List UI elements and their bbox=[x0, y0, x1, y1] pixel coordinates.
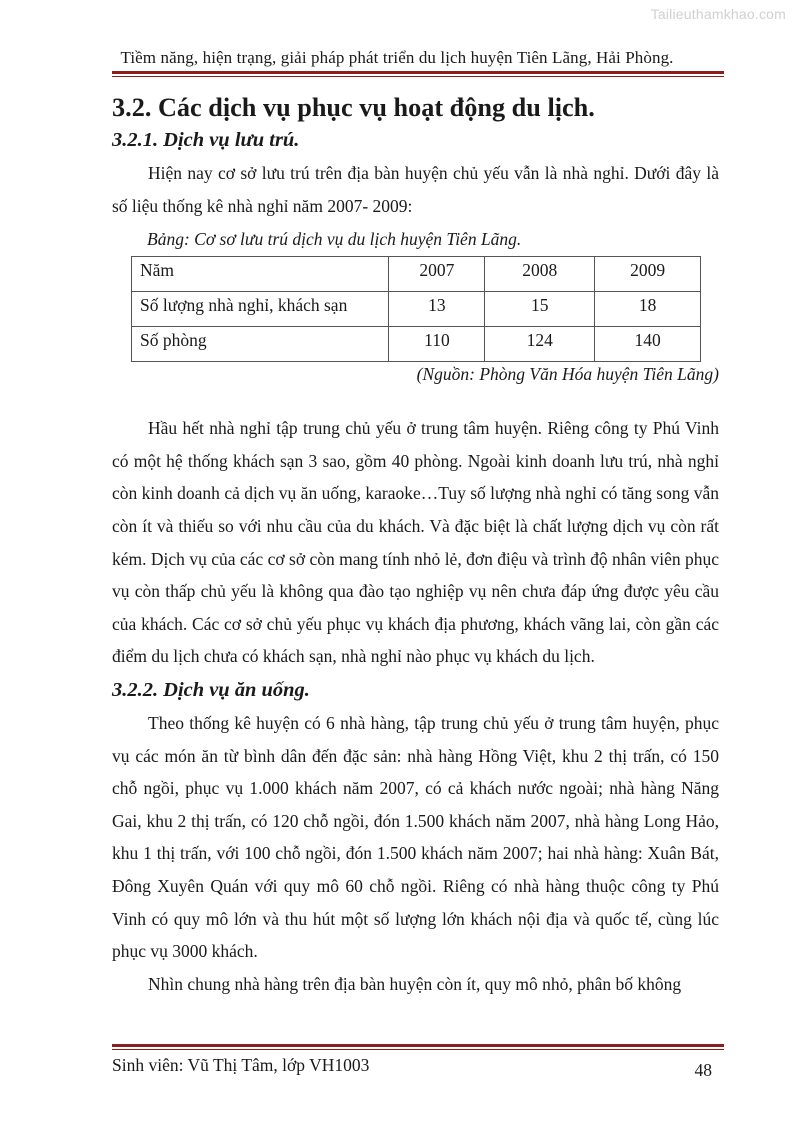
accommodation-body: Hầu hết nhà nghỉ tập trung chủ yếu ở trung tâm huyện. Riêng công ty Phú Vinh có một hệ thống khách sạn 3 sao, gồm 40 phòng. Ngoài kinh doanh lưu trú, nhà nghỉ còn kinh doanh cả dịch vụ ăn uống, karaoke…Tuy số lượng nhà nghỉ có tăng song vẫn còn ít và thiếu so với nhu cầu của du khách. Và đặc biệt là chất lượng dịch vụ còn rất kém. Dịch vụ của các cơ sở còn mang tính nhỏ lẻ, đơn điệu và trình độ nhân viên phục vụ còn thấp chủ yếu là không qua đào tạo nghiệp vụ nên chưa đáp ứng được yêu cầu của khách. Các cơ sở chủ yếu phục vụ khách địa phương, khách vãng lai, còn gần các điểm du lịch chưa có khách sạn, nhà nghỉ nào phục vụ khách du lịch. bbox=[112, 418, 719, 667]
table-header-cell: 2007 bbox=[389, 257, 485, 292]
accommodation-table bbox=[131, 256, 701, 362]
table-header-cell: 2008 bbox=[485, 257, 595, 292]
subsection-heading-dining: 3.2.2. Dịch vụ ăn uống. bbox=[112, 678, 310, 701]
accommodation-intro: Hiện nay cơ sở lưu trú trên địa bàn huyện chủ yếu vẫn là nhà nghỉ. Dưới đây là số liệu thống kê nhà nghỉ năm 2007- 2009: bbox=[112, 163, 719, 216]
table-row bbox=[132, 292, 701, 327]
watermark: Tailieuthamkhao.com bbox=[650, 6, 786, 22]
subsection-heading-accommodation: 3.2.1. Dịch vụ lưu trú. bbox=[112, 129, 300, 151]
table-cell: Số lượng nhà nghỉ, khách sạn bbox=[132, 292, 389, 327]
dining-body: Theo thống kê huyện có 6 nhà hàng, tập trung chủ yếu ở trung tâm huyện, phục vụ các món ăn từ bình dân đến đặc sản: nhà hàng Hồng Việt, khu 2 thị trấn, có 150 chỗ ngồi, phục vụ 1.000 khách năm 2007, có cả khách nước ngoài; nhà hàng Năng Gai, khu 2 thị trấn, có 120 chỗ ngồi, đón 1.500 khách năm 2007, nhà hàng Long Hảo, khu 1 thị trấn, với 100 chỗ ngồi, đón 1.500 khách năm 2007; hai nhà hàng: Xuân Bát, Đông Xuyên Quán với quy mô 60 chỗ ngồi. Riêng có nhà hàng thuộc công ty Phú Vinh có quy mô lớn và thu hút một số lượng lớn khách nội địa và quốc tế, cùng lúc phục vụ 3000 khách. bbox=[112, 712, 719, 962]
table-cell: 140 bbox=[595, 327, 701, 362]
table-header-cell: Năm bbox=[132, 257, 389, 292]
table-source: (Nguồn: Phòng Văn Hóa huyện Tiên Lãng) bbox=[416, 364, 719, 385]
footer-student: Sinh viên: Vũ Thị Tâm, lớp VH1003 bbox=[112, 1055, 370, 1075]
table-row bbox=[132, 327, 701, 362]
table-header-row bbox=[132, 257, 701, 292]
table-cell: 15 bbox=[485, 292, 595, 327]
page-content bbox=[112, 93, 719, 1000]
table-header-cell: 2009 bbox=[595, 257, 701, 292]
section-heading: 3.2. Các dịch vụ phục vụ hoạt động du lịch. bbox=[112, 93, 595, 122]
table-cell: 13 bbox=[389, 292, 485, 327]
header-rule bbox=[112, 71, 724, 77]
table-cell: 110 bbox=[389, 327, 485, 362]
dining-body-continued: Nhìn chung nhà hàng trên địa bàn huyện còn ít, quy mô nhỏ, phân bố không bbox=[148, 973, 682, 994]
footer-rule bbox=[112, 1044, 724, 1050]
page-number: 48 bbox=[694, 1060, 712, 1080]
page-header-title: Tiềm năng, hiện trạng, giải pháp phát triển du lịch huyện Tiên Lãng, Hải Phòng. bbox=[120, 48, 674, 67]
table-cell: Số phòng bbox=[132, 327, 389, 362]
table-caption: Bảng: Cơ sơ lưu trú dịch vụ du lịch huyện Tiên Lãng. bbox=[147, 229, 522, 250]
table-cell: 124 bbox=[485, 327, 595, 362]
table-cell: 18 bbox=[595, 292, 701, 327]
